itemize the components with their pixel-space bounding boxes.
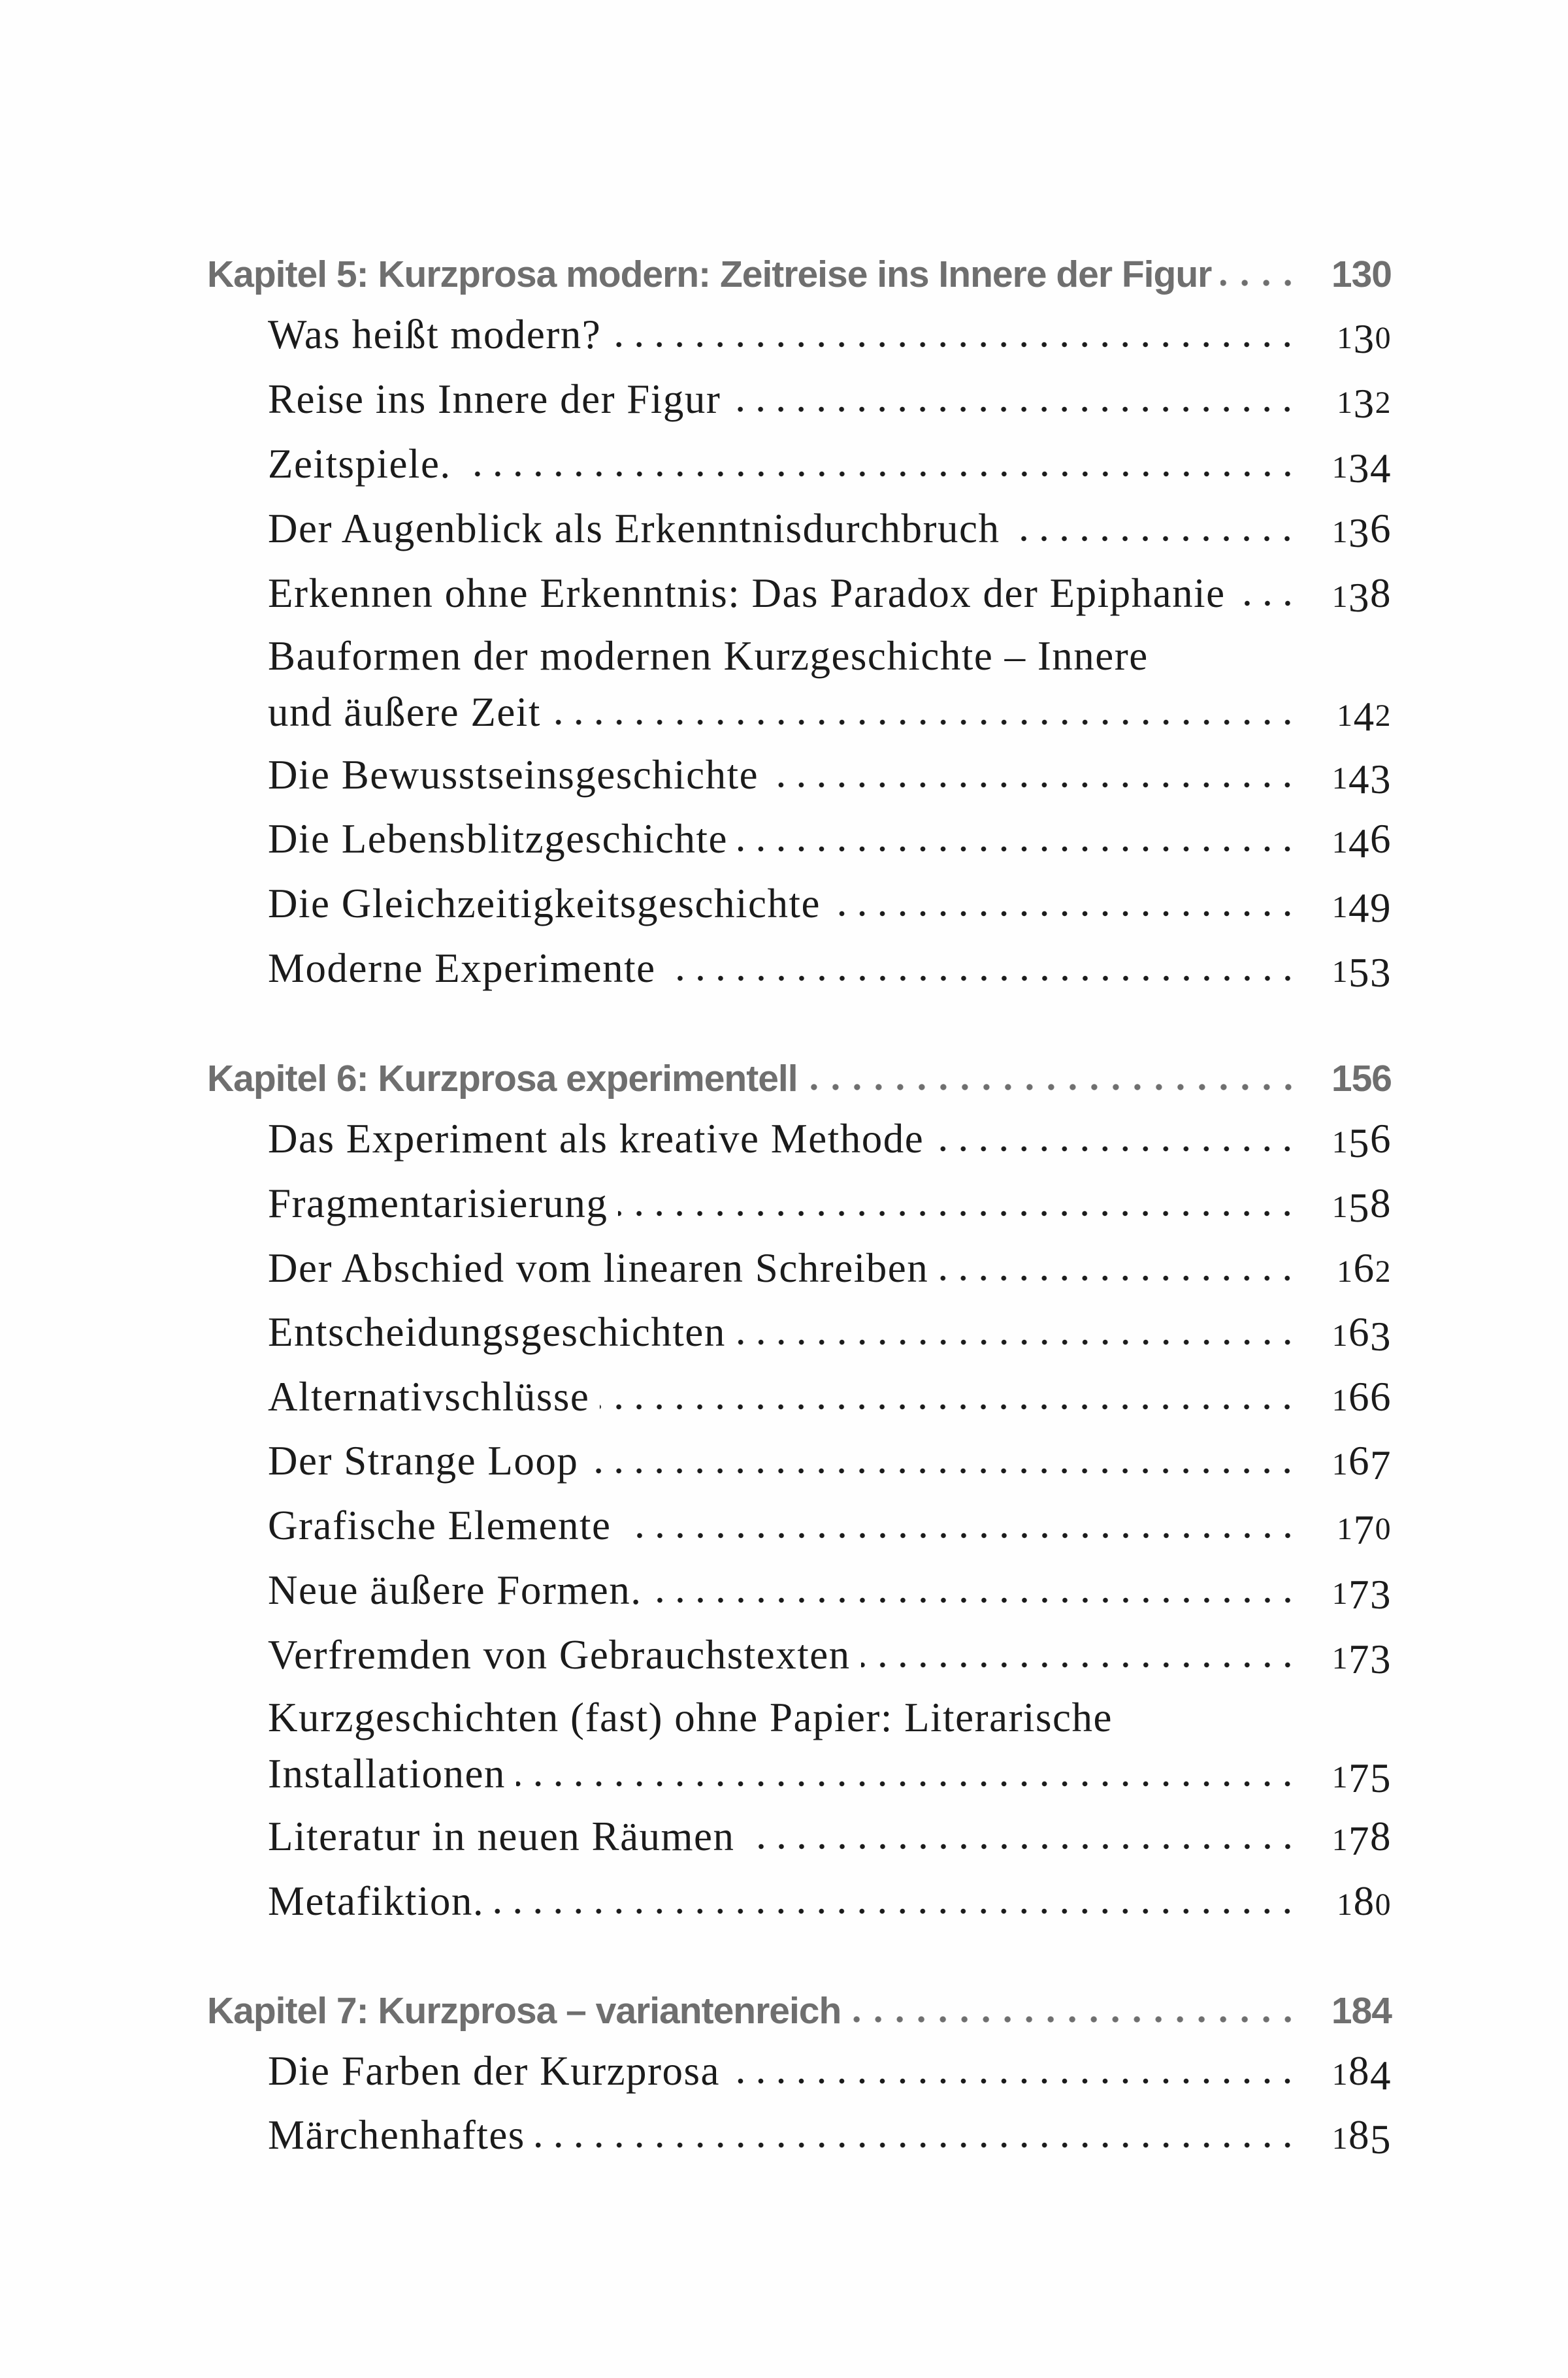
dot-leader: [551, 719, 1298, 726]
entry-label: Metafiktion.: [268, 1878, 485, 1924]
dot-leader: [745, 1843, 1298, 1850]
chapter-page-number: 130: [1331, 253, 1392, 295]
entry-page-number: 180: [1337, 1878, 1392, 1924]
entry-page-number: 173: [1331, 1571, 1392, 1618]
dot-leader: [861, 1661, 1298, 1669]
toc-entry-continuation-row: [268, 684, 1392, 745]
toc-content: [207, 244, 1392, 2170]
entry-page-number: 146: [1331, 816, 1392, 867]
entry-label: Erkennen ohne Erkenntnis: Das Paradox der Epiphanie: [268, 570, 1226, 616]
entry-label-continued: und äußere Zeit: [268, 689, 541, 735]
toc-entry-row: [268, 498, 1392, 563]
toc-entry-row: [268, 304, 1392, 369]
entry-label: Der Abschied vom linearen Schreiben: [268, 1245, 929, 1292]
entry-label: Literatur in neuen Räumen: [268, 1813, 735, 1859]
dot-leader: [850, 2015, 1299, 2023]
chapter-heading-label: Kapitel 5: Kurzprosa modern: Zeitreise ins Innere der Figur: [207, 253, 1212, 295]
dot-leader: [831, 910, 1298, 917]
toc-entry-row: [268, 1367, 1392, 1431]
dot-leader: [934, 1145, 1298, 1152]
dot-leader: [1010, 535, 1298, 542]
dot-leader: [516, 1780, 1298, 1787]
chapter-page-number: 184: [1331, 1989, 1392, 2032]
entry-label: Märchenhaftes: [268, 2112, 525, 2158]
dot-leader: [1236, 600, 1298, 607]
dot-leader: [612, 341, 1298, 348]
dot-leader: [807, 1083, 1299, 1091]
dot-leader: [1220, 279, 1299, 287]
toc-entry-row: [268, 809, 1392, 873]
toc-entry-row: [268, 1625, 1392, 1689]
toc-entry-row: [268, 1302, 1392, 1367]
entry-page-number: 149: [1331, 885, 1392, 932]
toc-entry-row: [268, 1495, 1392, 1560]
chapter-heading-label: Kapitel 7: Kurzprosa – variantenreich: [207, 1989, 841, 2032]
dot-leader: [939, 1275, 1298, 1282]
dot-leader: [600, 1403, 1298, 1410]
entry-page-number: 163: [1331, 1309, 1392, 1360]
entry-label: Was heißt modern?: [268, 312, 602, 357]
entry-page-number: 175: [1331, 1755, 1392, 1801]
toc-entry-row: [268, 1871, 1392, 1935]
toc-entry-row: [268, 2105, 1392, 2170]
entry-page-number: 142: [1337, 693, 1392, 740]
entry-page-number: 156: [1331, 1116, 1392, 1167]
entry-label: Neue äußere Formen.: [268, 1567, 642, 1613]
toc-entry-row: [268, 1173, 1392, 1238]
chapter-heading-row: [207, 244, 1392, 304]
entry-label: Grafische Elemente: [268, 1502, 612, 1548]
dot-leader: [731, 406, 1298, 413]
entry-label: Die Farben der Kurzprosa: [268, 2047, 720, 2094]
entry-label: Der Augenblick als Erkenntnisdurchbruch: [268, 505, 1000, 551]
toc-entry-row: [268, 873, 1392, 938]
entry-page-number: 162: [1337, 1245, 1392, 1292]
entry-label: Alternativschlüsse: [268, 1373, 590, 1420]
toc-entry-row: [268, 938, 1392, 1003]
entry-label: Verfremden von Gebrauchstexten: [268, 1631, 851, 1678]
toc-entry-row: [268, 1431, 1392, 1495]
dot-leader: [589, 1467, 1298, 1474]
toc-entry-continuation-row: [268, 1746, 1392, 1806]
toc-entry-row: [268, 745, 1392, 809]
entry-label: Die Lebensblitzgeschichte: [268, 816, 728, 862]
entry-page-number: 166: [1331, 1373, 1392, 1420]
dot-leader: [653, 1597, 1298, 1604]
dot-leader: [622, 1532, 1298, 1539]
entry-label: Fragmentarisierung: [268, 1181, 608, 1227]
entry-page-number: 138: [1331, 570, 1392, 621]
entry-page-number: 153: [1331, 950, 1392, 996]
entry-label: Entscheidungsgeschichten: [268, 1309, 726, 1356]
entry-label: Reise ins Innere der Figur: [268, 376, 721, 422]
entry-label: Kurzgeschichten (fast) ohne Papier: Literarische: [268, 1694, 1113, 1740]
dot-leader: [536, 2142, 1298, 2149]
entry-label-continued: Installationen: [268, 1750, 506, 1797]
dot-leader: [666, 975, 1298, 982]
dot-leader: [769, 781, 1298, 789]
dot-leader: [738, 845, 1298, 853]
toc-entry-row: [268, 563, 1392, 628]
entry-page-number: 143: [1331, 756, 1392, 802]
dot-leader: [462, 470, 1298, 478]
entry-page-number: 185: [1331, 2112, 1392, 2163]
entry-label: Zeitspiele.: [268, 440, 451, 487]
entry-page-number: 130: [1337, 316, 1392, 362]
toc-entry-row: [268, 369, 1392, 434]
entry-page-number: 178: [1331, 1813, 1392, 1864]
entry-page-number: 184: [1331, 2047, 1392, 2098]
toc-entry-row: [268, 1238, 1392, 1302]
entry-page-number: 158: [1331, 1181, 1392, 1231]
entry-page-number: 167: [1331, 1437, 1392, 1488]
entry-label: Die Bewusstseinsgeschichte: [268, 751, 759, 798]
toc-entry-row: [268, 1109, 1392, 1173]
entry-label: Bauformen der modernen Kurzgeschichte – Innere: [268, 632, 1149, 679]
entry-label: Das Experiment als kreative Methode: [268, 1116, 924, 1162]
chapter-heading-row: [207, 1981, 1392, 2041]
entry-page-number: 134: [1331, 445, 1392, 491]
entry-label: Die Gleichzeitigkeitsgeschichte: [268, 881, 821, 927]
toc-entry-row: [268, 2041, 1392, 2106]
entry-label: Moderne Experimente: [268, 945, 656, 992]
toc-entry-row: [268, 434, 1392, 498]
toc-entry-row: [268, 1689, 1392, 1746]
dot-leader: [736, 1339, 1298, 1346]
chapter-page-number: 156: [1331, 1058, 1392, 1100]
dot-leader: [618, 1210, 1298, 1217]
toc-entry-row: [268, 1806, 1392, 1871]
entry-label: Der Strange Loop: [268, 1437, 579, 1484]
entry-page-number: 170: [1337, 1507, 1392, 1553]
chapter-heading-label: Kapitel 6: Kurzprosa experimentell: [207, 1058, 798, 1100]
entry-page-number: 173: [1331, 1636, 1392, 1682]
dot-leader: [495, 1908, 1298, 1915]
dot-leader: [730, 2077, 1298, 2085]
entry-page-number: 132: [1337, 380, 1392, 427]
chapter-heading-row: [207, 1049, 1392, 1109]
entry-page-number: 136: [1331, 505, 1392, 556]
toc-entry-row: [268, 628, 1392, 684]
toc-entry-row: [268, 1560, 1392, 1625]
